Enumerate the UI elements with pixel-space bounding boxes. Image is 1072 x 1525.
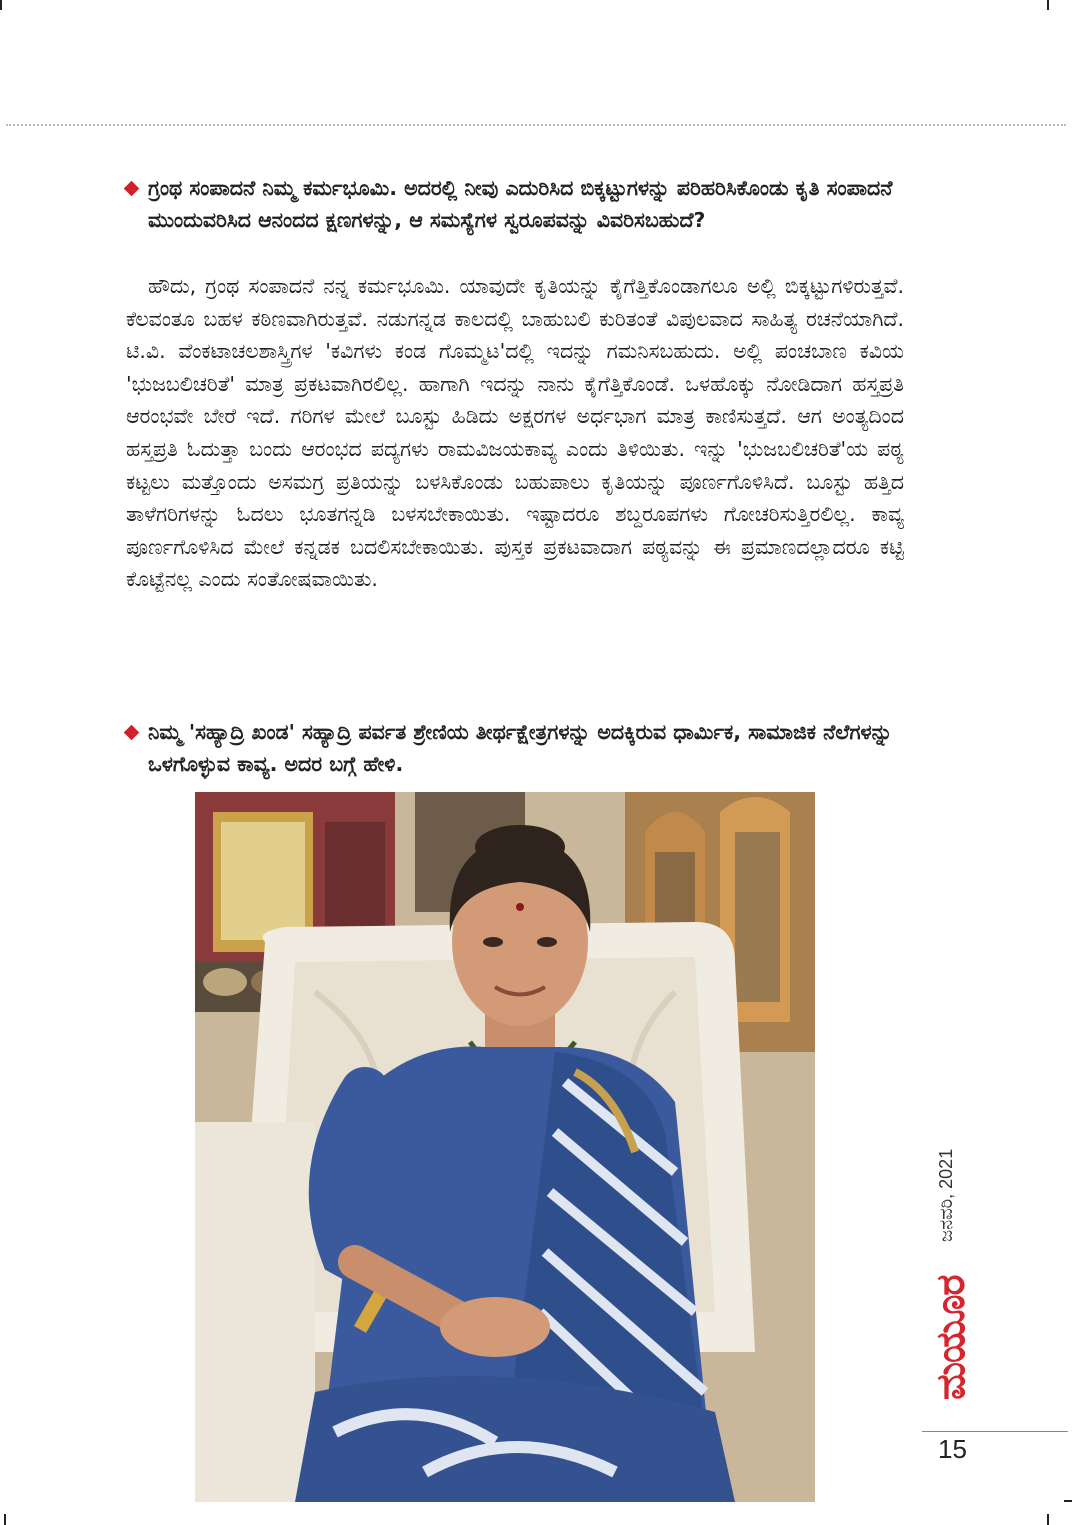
magazine-logo [928,1275,974,1404]
top-dotted-divider [6,124,1066,126]
question-2-text: ನಿಮ್ಮ 'ಸಹ್ಯಾದ್ರಿ ಖಂಡ' ಸಹ್ಯಾದ್ರಿ ಪರ್ವತ ಶ್ರೇಣಿಯ ತೀರ್ಥಕ್ಷೇತ್ರಗಳನ್ನು ಅದಕ್ಕಿರುವ ಧಾರ್ಮಿಕ, ಸಾಮಾಜಿಕ ನೆಲೆಗಳನ್ನು ಒಳಗೊಳ್ಳುವ ಕಾವ್ಯ. ಅದರ ಬಗ್ಗೆ ಹೇಳಿ. [148,720,893,776]
portrait-illustration [195,792,815,1502]
issue-date [936,1102,966,1242]
page-number-rule [922,1431,1068,1432]
crop-mark-top-left [0,0,2,10]
question-1 [126,172,906,236]
crop-mark-side-right [1064,1500,1072,1502]
issue-date-text: ಜನವರಿ, 2021 [936,1148,956,1242]
question-1-text: ಗ್ರಂಥ ಸಂಪಾದನೆ ನಿಮ್ಮ ಕರ್ಮಭೂಮಿ. ಅದರಲ್ಲಿ ನೀವು ಎದುರಿಸಿದ ಬಿಕ್ಕಟ್ಟುಗಳನ್ನು ಪರಿಹರಿಸಿಕೊಂಡು ಕೃತಿ ಸಂಪಾದನೆ ಮುಂದುವರಿಸಿದ ಆನಂದದ ಕ್ಷಣಗಳನ್ನು, ಆ ಸಮಸ್ಯೆಗಳ ಸ್ವರೂಪವನ್ನು ವಿವರಿಸಬಹುದೆ? [148,176,893,232]
crop-mark-top-right [1047,0,1049,10]
page-number: 15 [938,1434,967,1464]
portrait-photo [195,792,815,1502]
answer-paragraph: ಹೌದು, ಗ್ರಂಥ ಸಂಪಾದನೆ ನನ್ನ ಕರ್ಮಭೂಮಿ. ಯಾವುದೇ ಕೃತಿಯನ್ನು ಕೈಗೆತ್ತಿಕೊಂಡಾಗಲೂ ಅಲ್ಲಿ ಬಿಕ್ಕಟ್ಟುಗಳಿರುತ್ತವೆ. ಕೆಲವಂತೂ ಬಹಳ ಕಠಿಣವಾಗಿರುತ್ತವೆ. ನಡುಗನ್ನಡ ಕಾಲದಲ್ಲಿ ಬಾಹುಬಲಿ ಕುರಿತಂತೆ ವಿಪುಲವಾದ ಸಾಹಿತ್ಯ ರಚನೆಯಾಗಿದೆ. ಟಿ.ವಿ. ವೆಂಕಟಾಚಲಶಾಸ್ತ್ರಿಗಳ 'ಕವಿಗಳು ಕಂಡ ಗೊಮ್ಮಟ'ದಲ್ಲಿ ಇದನ್ನು ಗಮನಿಸಬಹುದು. ಅಲ್ಲಿ ಪಂಚಬಾಣ ಕವಿಯ 'ಭುಜಬಲಿಚರಿತೆ' ಮಾತ್ರ ಪ್ರಕಟವಾಗಿರಲಿಲ್ಲ. ಹಾಗಾಗಿ ಇದನ್ನು ನಾನು ಕೈಗೆತ್ತಿಕೊಂಡೆ. ಒಳಹೊಕ್ಕು ನೋಡಿದಾಗ ಹಸ್ತಪ್ರತಿ ಆರಂಭವೇ ಬೇರೆ ಇದೆ. ಗರಿಗಳ ಮೇಲೆ ಬೂಸ್ಟು ಹಿಡಿದು ಅಕ್ಷರಗಳ ಅರ್ಧಭಾಗ ಮಾತ್ರ ಕಾಣಿಸುತ್ತದೆ. ಆಗ ಅಂತ್ಯದಿಂದ ಹಸ್ತಪ್ರತಿ ಓದುತ್ತಾ ಬಂದು ಆರಂಭದ ಪದ್ಯಗಳು ರಾಮವಿಜಯಕಾವ್ಯ ಎಂದು ತಿಳಿಯಿತು. ಇನ್ನು 'ಭುಜಬಲಿಚರಿತೆ'ಯ ಪಠ್ಯ ಕಟ್ಟಲು ಮತ್ತೊಂದು ಅಸಮಗ್ರ ಪ್ರತಿಯನ್ನು ಬಳಸಿಕೊಂಡು ಬಹುಪಾಲು ಕೃತಿಯನ್ನು ಪೂರ್ಣಗೊಳಿಸಿದೆ. ಬೂಸ್ಟು ಹತ್ತಿದ ತಾಳೆಗರಿಗಳನ್ನು ಓದಲು ಭೂತಗನ್ನಡಿ ಬಳಸಬೇಕಾಯಿತು. ಇಷ್ಟಾದರೂ ಶಬ್ದರೂಪಗಳು ಗೋಚರಿಸುತ್ತಿರಲಿಲ್ಲ. ಕಾವ್ಯ ಪೂರ್ಣಗೊಳಿಸಿದ ಮೇಲೆ ಕನ್ನಡಕ ಬದಲಿಸಬೇಕಾಯಿತು. ಪುಸ್ತಕ ಪ್ರಕಟವಾದಾಗ ಪಠ್ಯವನ್ನು ಈ ಪ್ರಮಾಣದಲ್ಲಾದರೂ ಕಟ್ಟಿ ಕೊಟ್ಟೆನಲ್ಲ ಎಂದು ಸಂತೋಷವಾಯಿತು. [126,274,904,592]
magazine-logo-text: ಮಯೂರ [928,1275,974,1400]
crop-mark-bottom-left [4,1514,6,1525]
crop-mark-bottom-right [1047,1514,1049,1525]
question-2 [126,716,906,780]
